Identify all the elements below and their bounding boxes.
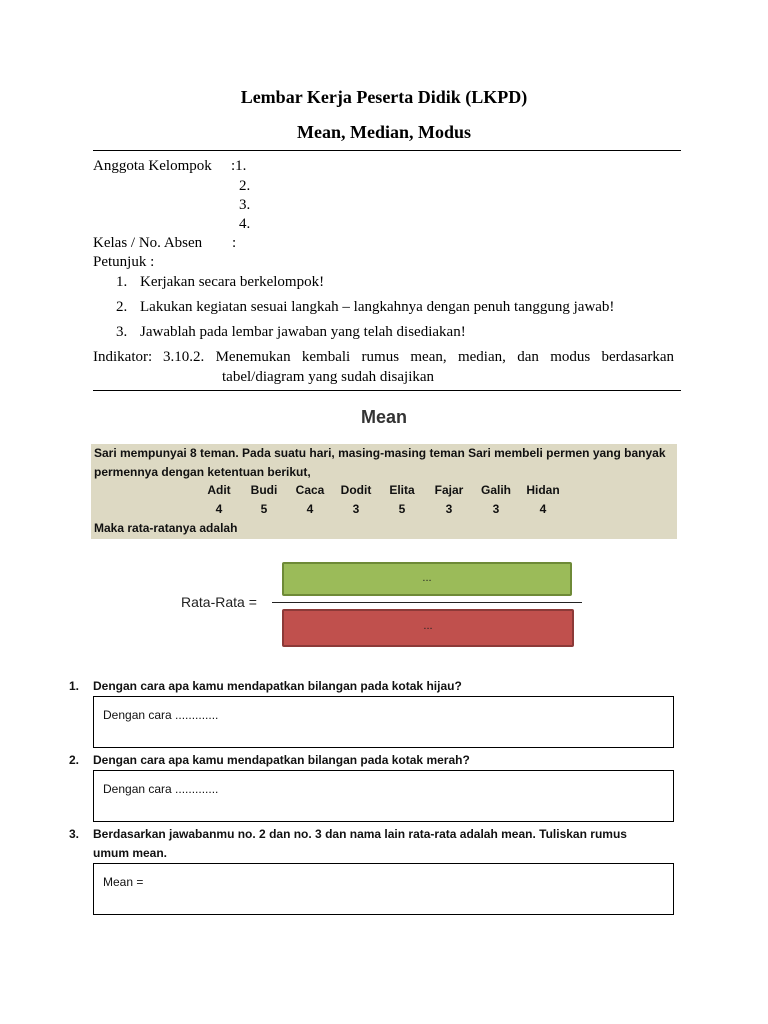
rata-rata-label: Rata-Rata =: [181, 594, 257, 610]
anggota-number-2: 2.: [239, 178, 251, 194]
answer-3-prompt: Mean =: [103, 875, 144, 889]
bottom-divider: [93, 390, 681, 391]
worksheet-title: Lembar Kerja Peserta Didik (LKPD): [240, 87, 528, 107]
candy-count-2: 5: [260, 502, 268, 516]
candy-count-3: 4: [306, 502, 314, 516]
top-divider: [93, 150, 681, 151]
student-name-6: Fajar: [434, 483, 464, 497]
denominator-placeholder: ...: [423, 620, 433, 632]
indikator-line-2: tabel/diagram yang sudah disajikan: [222, 369, 435, 385]
student-name-3: Caca: [295, 483, 325, 497]
answer-1-prompt: Dengan cara .............: [103, 708, 219, 722]
problem-line-2: permennya dengan ketentuan berikut,: [94, 465, 311, 479]
candy-count-8: 4: [539, 502, 547, 516]
candy-count-7: 3: [492, 502, 500, 516]
candy-count-4: 3: [352, 502, 360, 516]
denominator-box-red[interactable]: [282, 609, 574, 647]
kelas-colon: :: [232, 235, 237, 251]
question-2-number: 2.: [69, 753, 80, 767]
numerator-placeholder: ...: [422, 572, 432, 584]
indikator-line-1: 3.10.2. Menemukan kembali rumus mean, median, dan modus berdasarkan: [163, 349, 674, 365]
student-name-2: Budi: [250, 483, 278, 497]
indikator-label: Indikator:: [93, 349, 153, 365]
candy-count-5: 5: [398, 502, 406, 516]
answer-box-1[interactable]: [93, 696, 674, 748]
anggota-label: Anggota Kelompok: [93, 158, 212, 174]
kelas-label: Kelas / No. Absen: [93, 235, 203, 251]
anggota-number-4: 4.: [239, 216, 251, 232]
petunjuk-num-2: 2.: [116, 299, 128, 315]
problem-box: [91, 444, 677, 539]
petunjuk-num-1: 1.: [116, 274, 128, 290]
answer-box-2[interactable]: [93, 770, 674, 822]
student-name-1: Adit: [207, 483, 231, 497]
anggota-number-3: 3.: [239, 197, 251, 213]
anggota-number-1: :1.: [231, 158, 247, 174]
answer-box-3[interactable]: [93, 863, 674, 915]
student-name-4: Dodit: [340, 483, 372, 497]
candy-count-1: 4: [215, 502, 223, 516]
student-name-8: Hidan: [526, 483, 560, 497]
question-2-text: Dengan cara apa kamu mendapatkan bilangan pada kotak merah?: [93, 753, 470, 767]
problem-line-1: Sari mempunyai 8 teman. Pada suatu hari, masing-masing teman Sari membeli permen yang banyak: [94, 446, 666, 460]
section-heading-mean: Mean: [360, 407, 407, 427]
fraction-line: [272, 602, 582, 603]
candy-count-6: 3: [445, 502, 453, 516]
question-1-number: 1.: [69, 679, 80, 693]
problem-closing: Maka rata-ratanya adalah: [94, 521, 238, 535]
petunjuk-item-3: Jawablah pada lembar jawaban yang telah disediakan!: [140, 324, 466, 340]
question-1-text: Dengan cara apa kamu mendapatkan bilangan pada kotak hijau?: [93, 679, 462, 693]
student-name-7: Galih: [480, 483, 511, 497]
petunjuk-num-3: 3.: [116, 324, 128, 340]
petunjuk-label: Petunjuk :: [93, 254, 155, 270]
numerator-box-green[interactable]: [282, 562, 572, 596]
answer-2-prompt: Dengan cara .............: [103, 782, 219, 796]
question-3-number: 3.: [69, 827, 80, 841]
worksheet-subtitle: Mean, Median, Modus: [296, 122, 471, 142]
student-name-5: Elita: [389, 483, 415, 497]
question-3-text: Berdasarkan jawabanmu no. 2 dan no. 3 dan nama lain rata-rata adalah mean. Tuliskan rumus umum mean.: [93, 827, 627, 860]
petunjuk-item-2: Lakukan kegiatan sesuai langkah – langkahnya dengan penuh tanggung jawab!: [140, 299, 615, 315]
petunjuk-item-1: Kerjakan secara berkelompok!: [140, 274, 325, 290]
